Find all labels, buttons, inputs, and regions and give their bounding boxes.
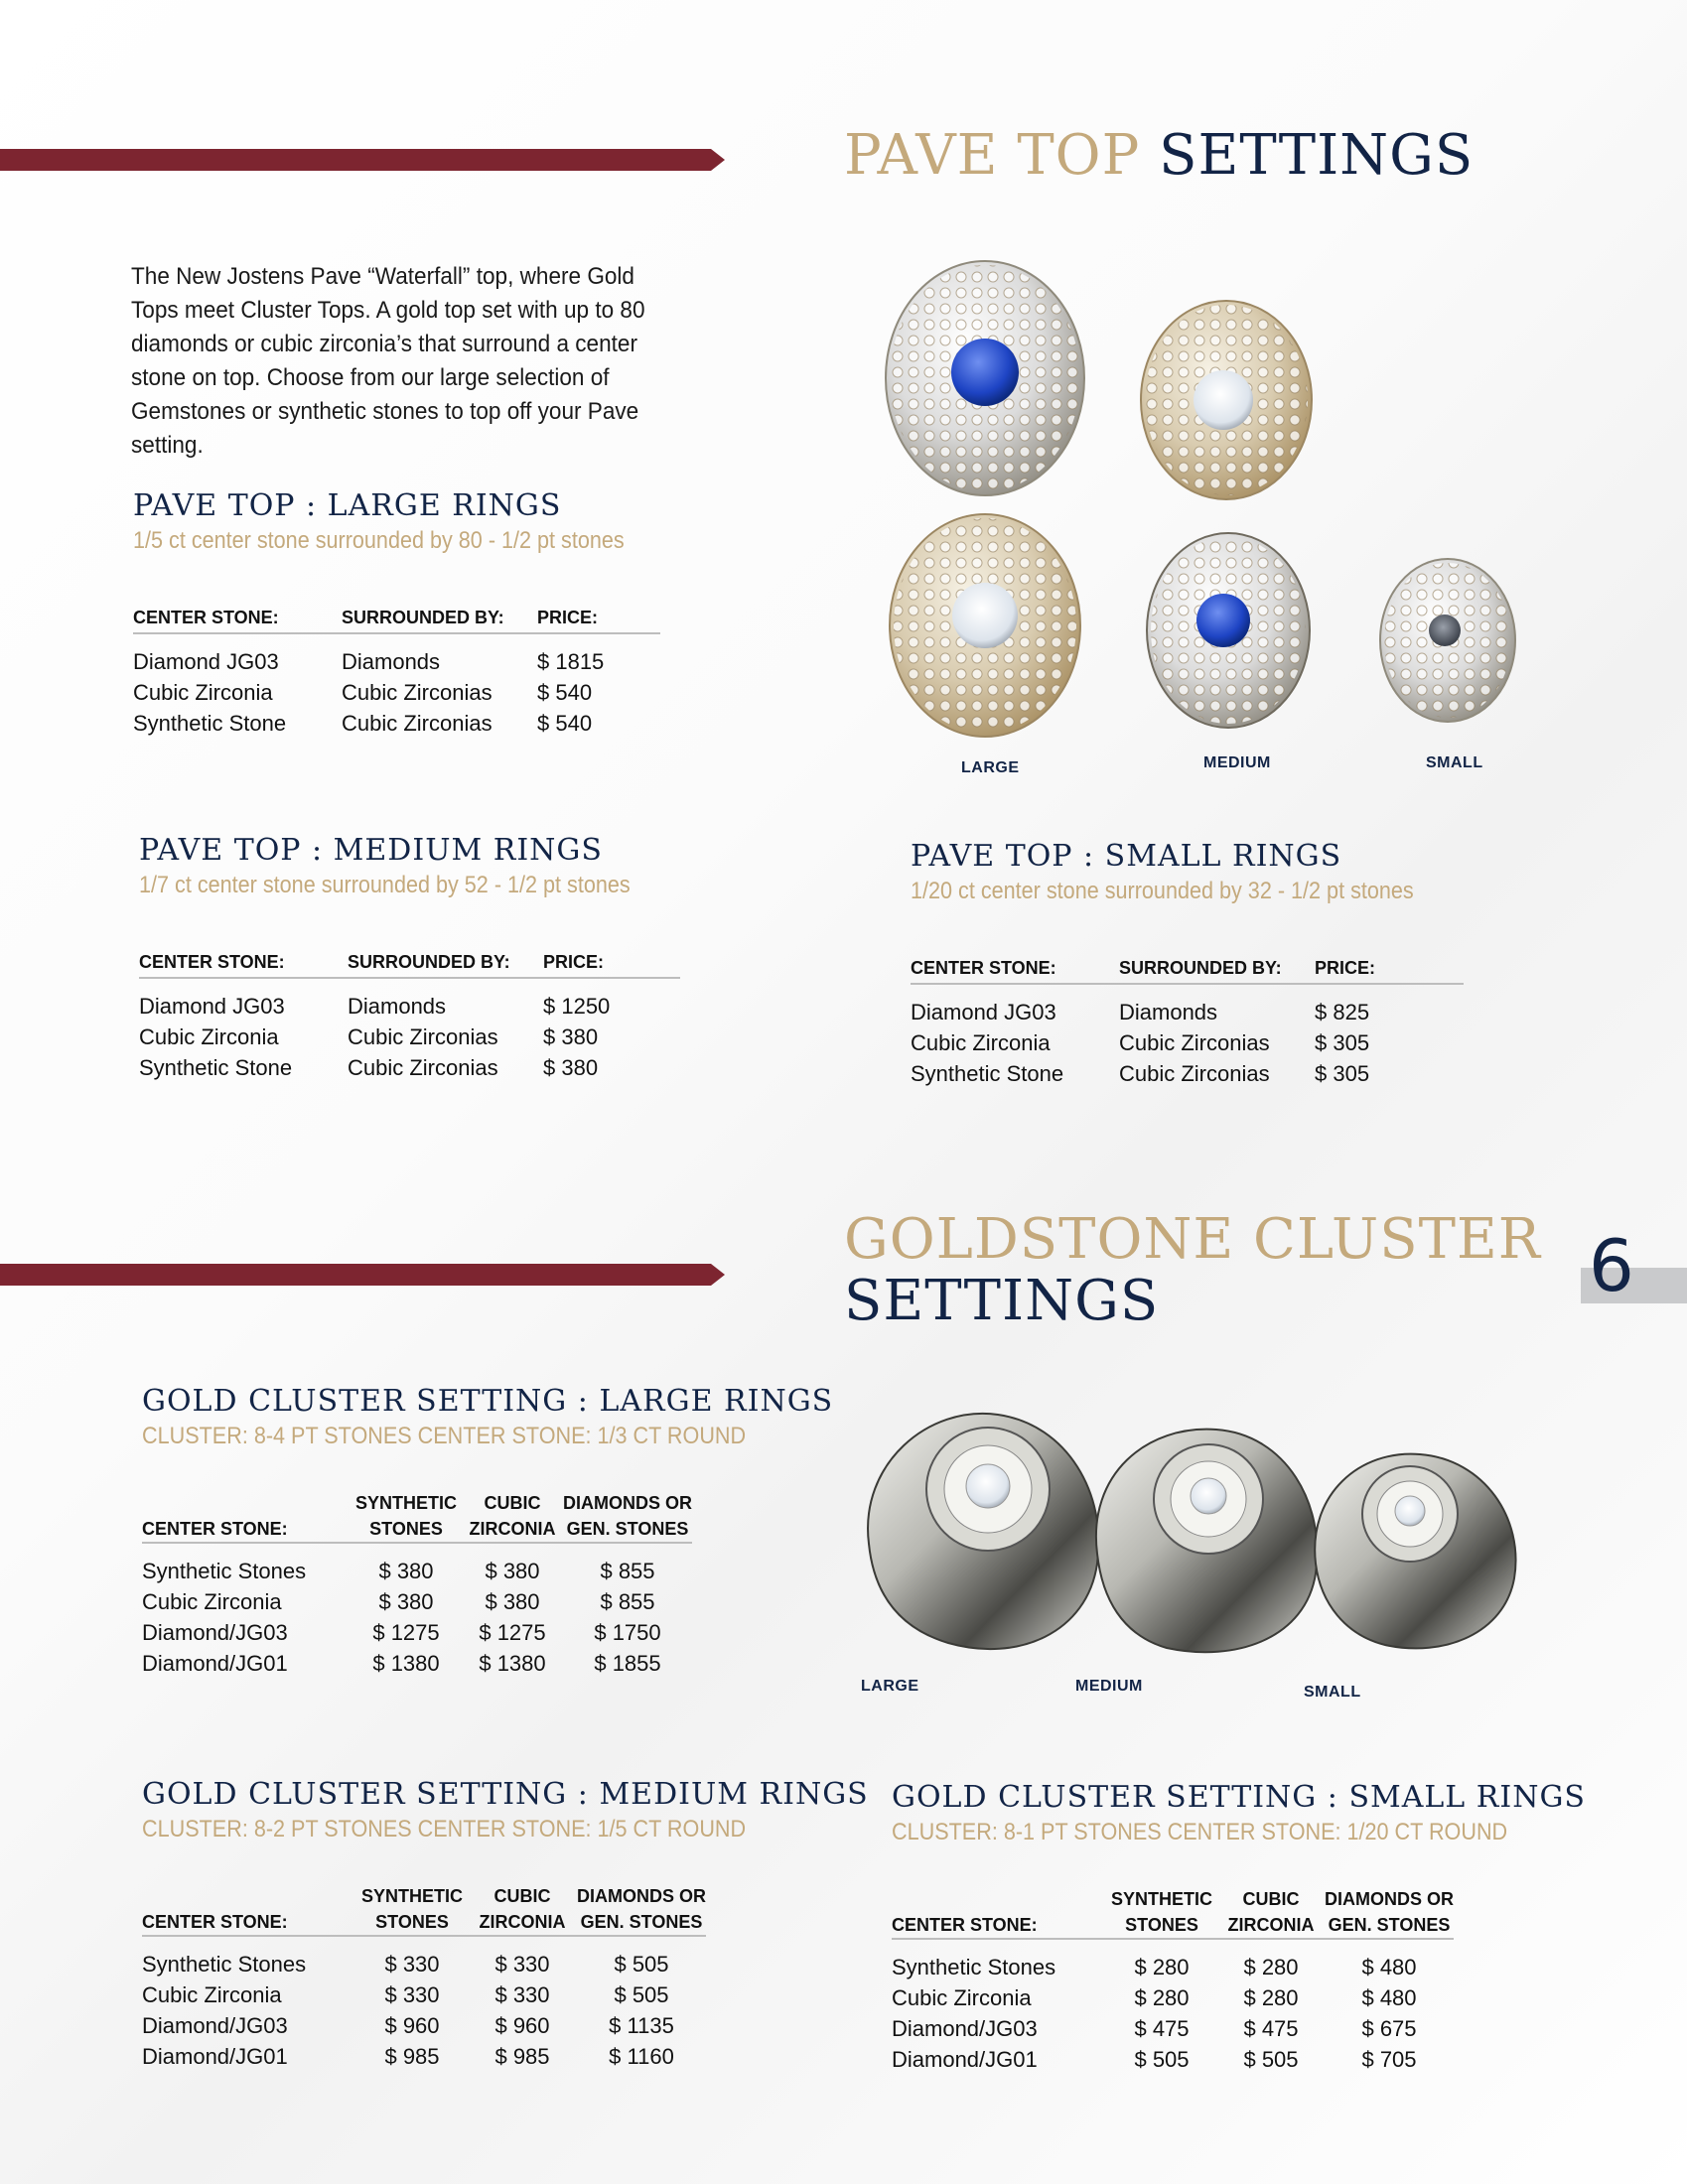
cell-cubic: $ 960: [494, 2013, 550, 2038]
header-synthetic-stones: SYNTHETIC STONES: [360, 1886, 463, 1932]
cell-cubic: $ 505: [1243, 2047, 1299, 2072]
table-row: [892, 1939, 1454, 1982]
header-cubic-zirconia: CUBIC ZIRCONIA: [469, 1493, 556, 1539]
header-synthetic-stones: SYNTHETIC STONES: [354, 1493, 457, 1539]
cell-center-stone: Diamond/JG01: [892, 2047, 1038, 2072]
pave-medium-subtitle: 1/7 ct center stone surrounded by 52 - 1/2 pt stones: [139, 872, 631, 898]
header-synthetic-stones: SYNTHETIC STONES: [1110, 1889, 1212, 1935]
cell-center-stone: Diamond JG03: [139, 994, 285, 1019]
accent-bar-top: [0, 149, 711, 171]
table-row: [133, 677, 660, 708]
header-center-stone: CENTER STONE:: [911, 958, 1056, 978]
cell-center-stone: Diamond/JG01: [142, 1651, 288, 1676]
header-surrounded-by: SURROUNDED BY:: [348, 952, 510, 972]
cluster-large-title: GOLD CLUSTER SETTING : LARGE RINGS: [142, 1384, 834, 1419]
cluster-medium-title: GOLD CLUSTER SETTING : MEDIUM RINGS: [142, 1777, 869, 1812]
cluster-medium-block: [142, 1777, 869, 2072]
cluster-medium-table: [142, 1883, 706, 2072]
table-header-row: [139, 949, 680, 978]
header-surrounded-by: SURROUNDED BY:: [1119, 958, 1282, 978]
cell-center-stone: Synthetic Stone: [911, 1061, 1064, 1086]
header-price: PRICE:: [1315, 958, 1376, 978]
table-row: [911, 1027, 1464, 1058]
table-header-row: [911, 955, 1464, 984]
pave-medium-block: [139, 833, 685, 1083]
table-row: [142, 1586, 692, 1617]
table-row: [133, 708, 660, 739]
cluster-label-medium: MEDIUM: [1075, 1678, 1143, 1695]
pave-label-medium: MEDIUM: [1203, 754, 1271, 771]
pave-title-gold: PAVE TOP: [844, 123, 1141, 188]
cell-center-stone: Cubic Zirconia: [139, 1024, 279, 1049]
cell-price: $ 1815: [537, 649, 605, 674]
cell-diamonds: $ 1160: [609, 2044, 674, 2069]
cell-synthetic: $ 380: [378, 1589, 434, 1614]
cell-center-stone: Synthetic Stone: [139, 1055, 293, 1080]
pave-small-block: [911, 839, 1470, 1089]
cell-surrounded-by: Cubic Zirconias: [348, 1024, 498, 1049]
header-center-stone: CENTER STONE:: [133, 608, 279, 627]
cell-center-stone: Diamond/JG01: [142, 2044, 288, 2069]
cell-synthetic: $ 1275: [372, 1620, 440, 1645]
cell-center-stone: Synthetic Stones: [142, 1559, 307, 1583]
cell-surrounded-by: Cubic Zirconias: [342, 680, 492, 705]
cluster-label-small: SMALL: [1304, 1684, 1361, 1701]
table-row: [911, 1058, 1464, 1089]
header-center-stone: CENTER STONE:: [892, 1915, 1038, 1935]
table-row: [142, 1543, 692, 1586]
cluster-medium-subtitle: CLUSTER: 8-2 PT STONES CENTER STONE: 1/5 CT ROUND: [142, 1816, 747, 1843]
cell-synthetic: $ 505: [1134, 2047, 1190, 2072]
pave-large-block: [133, 488, 679, 739]
header-diamonds-gen-stones: DIAMONDS OR GEN. STONES: [577, 1886, 706, 1932]
cell-diamonds: $ 1750: [594, 1620, 661, 1645]
cell-price: $ 540: [537, 680, 593, 705]
pave-ring-images: [874, 253, 1549, 789]
cluster-rings-illustration: [849, 1375, 1564, 1673]
cluster-small-title: GOLD CLUSTER SETTING : SMALL RINGS: [892, 1780, 1586, 1815]
cluster-large-block: [142, 1384, 833, 1679]
cell-diamonds: $ 505: [614, 1952, 669, 1977]
cell-price: $ 305: [1315, 1061, 1370, 1086]
table-row: [139, 978, 680, 1022]
pave-title-navy: SETTINGS: [1159, 123, 1475, 188]
cell-cubic: $ 1380: [479, 1651, 546, 1676]
cell-center-stone: Cubic Zirconia: [892, 1985, 1032, 2010]
pave-small-subtitle: 1/20 ct center stone surrounded by 32 - 1/2 pt stones: [911, 878, 1414, 904]
cell-diamonds: $ 505: [614, 1982, 669, 2007]
cell-cubic: $ 1275: [479, 1620, 546, 1645]
cell-synthetic: $ 475: [1134, 2016, 1190, 2041]
cluster-small-subtitle: CLUSTER: 8-1 PT STONES CENTER STONE: 1/20 CT ROUND: [892, 1819, 1508, 1845]
table-header-row: [892, 1886, 1454, 1939]
cell-center-stone: Diamond/JG03: [142, 1620, 288, 1645]
header-center-stone: CENTER STONE:: [142, 1912, 288, 1932]
cell-center-stone: Diamond/JG03: [142, 2013, 288, 2038]
cluster-large-subtitle: CLUSTER: 8-4 PT STONES CENTER STONE: 1/3 CT ROUND: [142, 1423, 747, 1449]
cell-synthetic: $ 280: [1134, 1955, 1190, 1979]
pave-large-title: PAVE TOP : LARGE RINGS: [133, 488, 562, 523]
cell-center-stone: Synthetic Stones: [892, 1955, 1056, 1979]
pave-large-table: [133, 605, 660, 739]
cluster-label-large: LARGE: [861, 1678, 919, 1695]
cell-cubic: $ 380: [485, 1589, 540, 1614]
cell-surrounded-by: Cubic Zirconias: [348, 1055, 498, 1080]
table-row: [139, 1052, 680, 1083]
cell-price: $ 825: [1315, 1000, 1370, 1024]
pave-label-large: LARGE: [961, 759, 1020, 776]
cell-diamonds: $ 480: [1361, 1955, 1417, 1979]
cell-surrounded-by: Diamonds: [348, 994, 447, 1019]
cell-diamonds: $ 675: [1361, 2016, 1417, 2041]
cell-price: $ 305: [1315, 1030, 1370, 1055]
cell-center-stone: Diamond JG03: [911, 1000, 1056, 1024]
pave-label-small: SMALL: [1426, 754, 1483, 771]
cell-cubic: $ 380: [485, 1559, 540, 1583]
cell-center-stone: Cubic Zirconia: [133, 680, 273, 705]
cell-surrounded-by: Cubic Zirconias: [1119, 1061, 1270, 1086]
cell-cubic: $ 330: [494, 1982, 550, 2007]
header-price: PRICE:: [537, 608, 599, 627]
cell-center-stone: Cubic Zirconia: [142, 1982, 282, 2007]
goldstone-title-navy: SETTINGS: [844, 1269, 1160, 1333]
cell-diamonds: $ 855: [600, 1559, 655, 1583]
cell-surrounded-by: Diamonds: [342, 649, 441, 674]
cell-center-stone: Diamond/JG03: [892, 2016, 1038, 2041]
cell-surrounded-by: Cubic Zirconias: [342, 711, 492, 736]
table-row: [142, 1617, 692, 1648]
table-row: [892, 1982, 1454, 2013]
cell-synthetic: $ 380: [378, 1559, 434, 1583]
pave-rings-illustration: [874, 253, 1549, 789]
cell-diamonds: $ 480: [1361, 1985, 1417, 2010]
table-row: [892, 2044, 1454, 2075]
cell-price: $ 540: [537, 711, 593, 736]
pave-section-title: [844, 125, 1474, 187]
table-row: [142, 2041, 706, 2072]
pave-medium-title: PAVE TOP : MEDIUM RINGS: [139, 833, 603, 868]
table-row: [133, 633, 660, 677]
cluster-large-table: [142, 1490, 692, 1679]
header-diamonds-gen-stones: DIAMONDS OR GEN. STONES: [563, 1493, 692, 1539]
header-diamonds-gen-stones: DIAMONDS OR GEN. STONES: [1325, 1889, 1454, 1935]
table-row: [142, 2010, 706, 2041]
cell-cubic: $ 330: [494, 1952, 550, 1977]
accent-bar-bottom: [0, 1264, 711, 1286]
cell-diamonds: $ 855: [600, 1589, 655, 1614]
cell-center-stone: Diamond JG03: [133, 649, 279, 674]
pave-small-title: PAVE TOP : SMALL RINGS: [911, 839, 1342, 874]
cell-synthetic: $ 1380: [372, 1651, 440, 1676]
header-price: PRICE:: [543, 952, 605, 972]
cell-diamonds: $ 1135: [609, 2013, 674, 2038]
cell-synthetic: $ 985: [384, 2044, 440, 2069]
table-header-row: [142, 1883, 706, 1936]
cell-center-stone: Synthetic Stones: [142, 1952, 307, 1977]
goldstone-title-gold: GOLDSTONE CLUSTER: [844, 1207, 1541, 1272]
cell-diamonds: $ 1855: [594, 1651, 661, 1676]
cell-center-stone: Cubic Zirconia: [142, 1589, 282, 1614]
cell-price: $ 1250: [543, 994, 611, 1019]
table-row: [142, 1936, 706, 1979]
cluster-small-block: [892, 1780, 1586, 2075]
pave-large-subtitle: 1/5 ct center stone surrounded by 80 - 1/2 pt stones: [133, 527, 625, 554]
cell-center-stone: Synthetic Stone: [133, 711, 287, 736]
table-header-row: [142, 1490, 692, 1543]
cell-price: $ 380: [543, 1055, 599, 1080]
cell-diamonds: $ 705: [1361, 2047, 1417, 2072]
cell-cubic: $ 985: [494, 2044, 550, 2069]
cell-synthetic: $ 330: [384, 1952, 440, 1977]
cell-synthetic: $ 330: [384, 1982, 440, 2007]
cell-synthetic: $ 280: [1134, 1985, 1190, 2010]
pave-small-table: [911, 955, 1464, 1089]
cell-surrounded-by: Diamonds: [1119, 1000, 1218, 1024]
cell-cubic: $ 280: [1243, 1955, 1299, 1979]
table-row: [139, 1022, 680, 1052]
header-center-stone: CENTER STONE:: [142, 1519, 288, 1539]
cell-price: $ 380: [543, 1024, 599, 1049]
cluster-ring-images: [849, 1375, 1564, 1673]
goldstone-section-title: [844, 1209, 1541, 1332]
cell-synthetic: $ 960: [384, 2013, 440, 2038]
table-row: [911, 984, 1464, 1027]
cluster-small-table: [892, 1886, 1454, 2075]
header-surrounded-by: SURROUNDED BY:: [342, 608, 504, 627]
page-number: 6: [1589, 1224, 1634, 1307]
header-cubic-zirconia: CUBIC ZIRCONIA: [1227, 1889, 1315, 1935]
pave-medium-table: [139, 949, 680, 1083]
header-cubic-zirconia: CUBIC ZIRCONIA: [479, 1886, 566, 1932]
cell-center-stone: Cubic Zirconia: [911, 1030, 1051, 1055]
table-row: [892, 2013, 1454, 2044]
cell-surrounded-by: Cubic Zirconias: [1119, 1030, 1270, 1055]
pave-intro-text: The New Jostens Pave “Waterfall” top, where Gold Tops meet Cluster Tops. A gold top set with up to 80 diamonds or cubic zirconia’s that surround a center stone on top. Choose from our large selection of Gemstones or synthetic stones to top off your Pave setting.: [131, 263, 645, 459]
table-row: [142, 1648, 692, 1679]
table-row: [142, 1979, 706, 2010]
header-center-stone: CENTER STONE:: [139, 952, 285, 972]
table-header-row: [133, 605, 660, 633]
cell-cubic: $ 280: [1243, 1985, 1299, 2010]
cell-cubic: $ 475: [1243, 2016, 1299, 2041]
